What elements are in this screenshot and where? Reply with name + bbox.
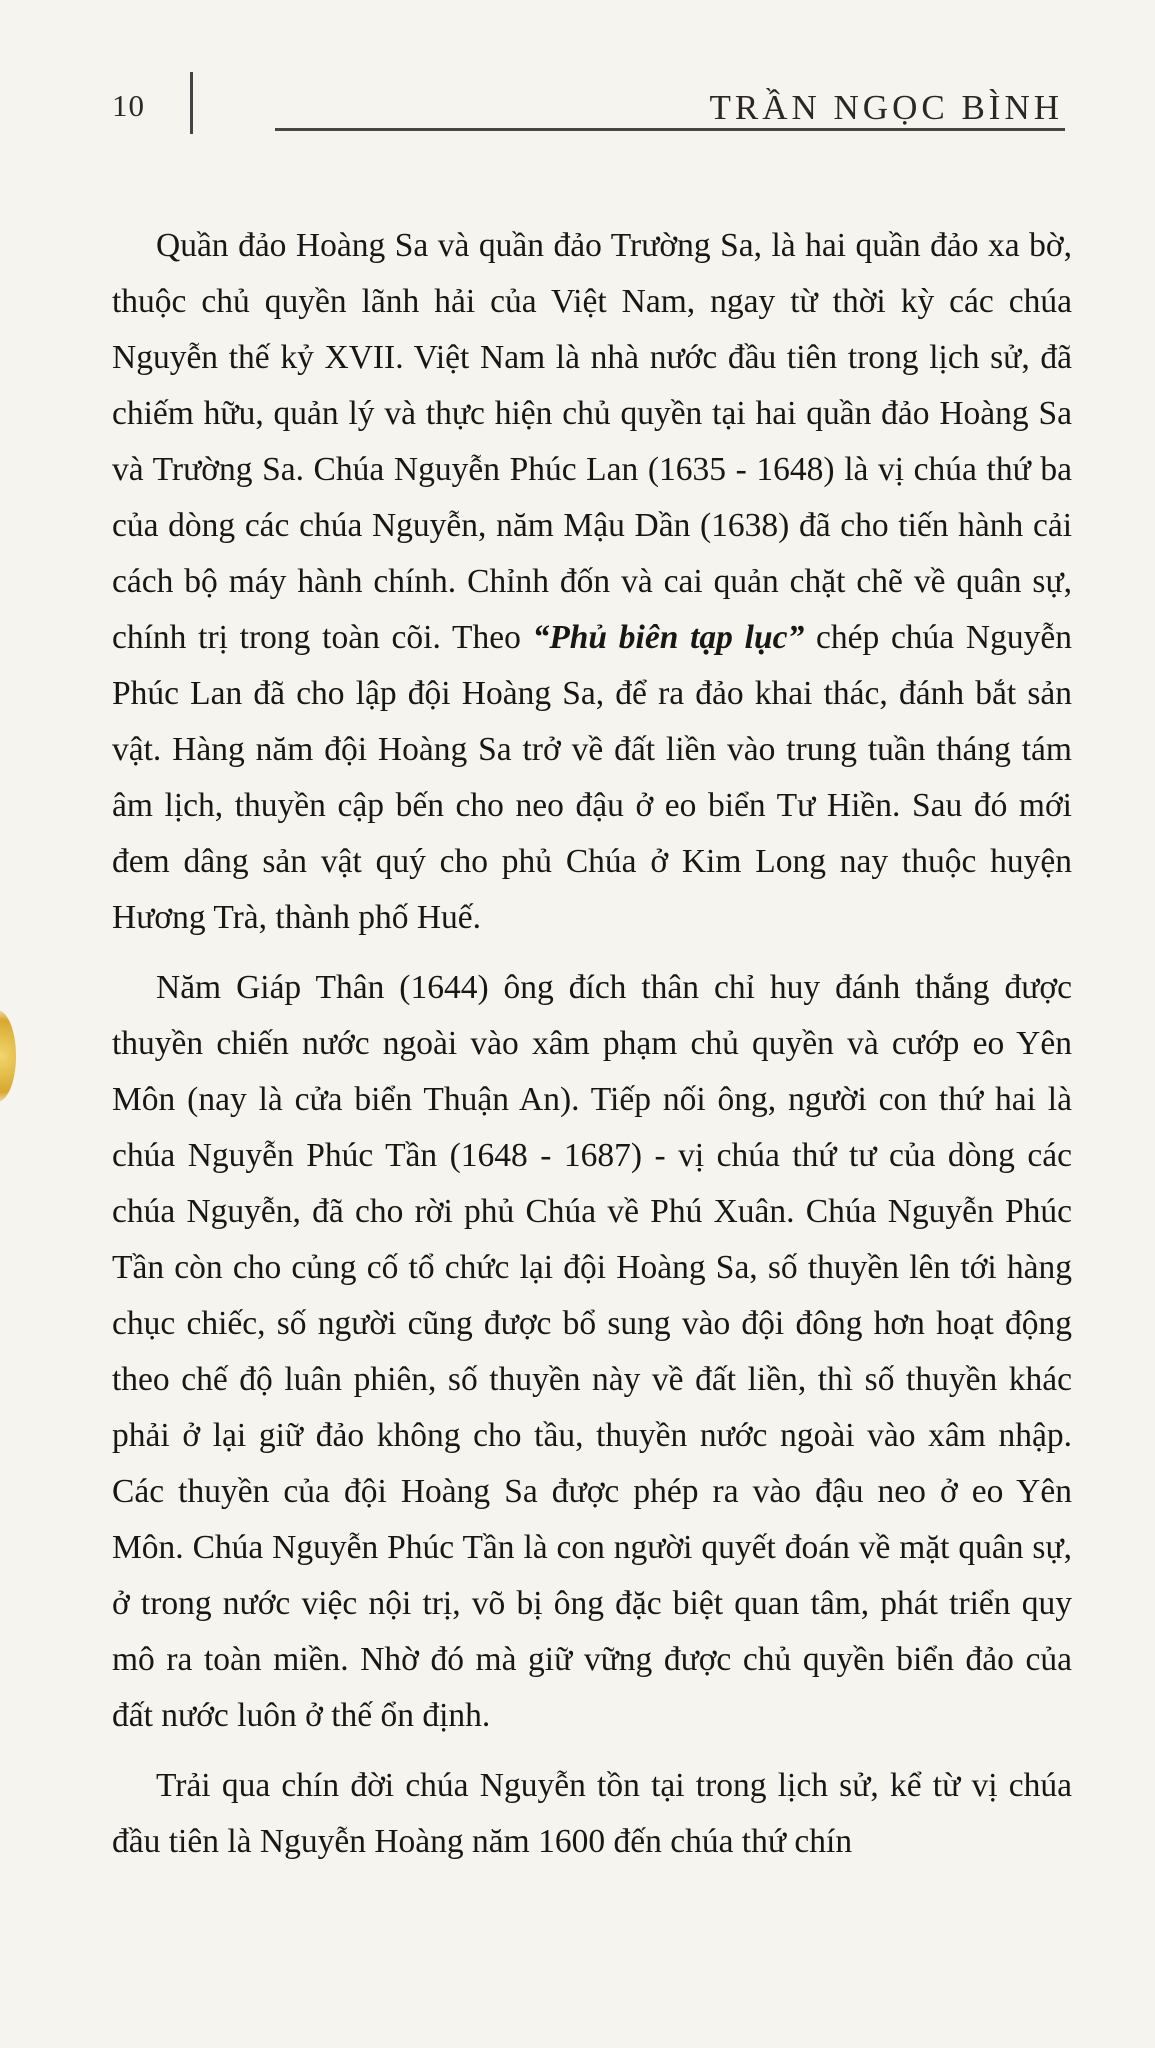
book-title: “Phủ biên tạp lục”: [532, 619, 805, 656]
body-text: [112, 218, 1072, 1884]
paragraph-1-text-start: Quần đảo Hoàng Sa và quần đảo Trường Sa, là hai quần đảo xa bờ, thuộc chủ quyền lãnh hải của Việt Nam, ngay từ thời kỳ các chúa Nguyễn thế kỷ XVII. Việt Nam là nhà nước đầu tiên trong lịch sử, đã chiếm hữu, quản lý và thực hiện chủ quyền tại hai quần đảo Hoàng Sa và Trường Sa. Chúa Nguyễn Phúc Lan (1635 - 1648) là vị chúa thứ ba của dòng các chúa Nguyễn, năm Mậu Dần (1638) đã cho tiến hành cải cách bộ máy hành chính. Chỉnh đốn và cai quản chặt chẽ về quân sự, chính trị trong toàn cõi. Theo: [112, 227, 1072, 656]
paragraph-1: [112, 218, 1072, 946]
header-vertical-divider: [190, 72, 193, 134]
running-header: [0, 0, 1155, 180]
running-header-author: TRẦN NGỌC BÌNH: [709, 88, 1063, 127]
header-rule: [275, 128, 1065, 131]
paragraph-3: Trải qua chín đời chúa Nguyễn tồn tại trong lịch sử, kể từ vị chúa đầu tiên là Nguyễn Hoàng năm 1600 đến chúa thứ chín: [112, 1767, 1072, 1860]
page-number: 10: [112, 88, 145, 123]
paragraph-1-text-end: chép chúa Nguyễn Phúc Lan đã cho lập đội Hoàng Sa, để ra đảo khai thác, đánh bắt sản vật. Hàng năm đội Hoàng Sa trở về đất liền vào trung tuần tháng tám âm lịch, thuyền cập bến cho neo đậu ở eo biển Tư Hiền. Sau đó mới đem dâng sản vật quý cho phủ Chúa ở Kim Long nay thuộc huyện Hương Trà, thành phố Huế.: [112, 619, 1072, 936]
page-edge-mark: [0, 1010, 16, 1102]
paragraph-2: Năm Giáp Thân (1644) ông đích thân chỉ huy đánh thắng được thuyền chiến nước ngoài vào xâm phạm chủ quyền và cướp eo Yên Môn (nay là cửa biển Thuận An). Tiếp nối ông, người con thứ hai là chúa Nguyễn Phúc Tần (1648 - 1687) - vị chúa thứ tư của dòng các chúa Nguyễn, đã cho rời phủ Chúa về Phú Xuân. Chúa Nguyễn Phúc Tần còn cho củng cố tổ chức lại đội Hoàng Sa, số thuyền lên tới hàng chục chiếc, số người cũng được bổ sung vào đội đông hơn hoạt động theo chế độ luân phiên, số thuyền này về đất liền, thì số thuyền khác phải ở lại giữ đảo không cho tầu, thuyền nước ngoài vào xâm nhập. Các thuyền của đội Hoàng Sa được phép ra vào đậu neo ở eo Yên Môn. Chúa Nguyễn Phúc Tần là con người quyết đoán về mặt quân sự, ở trong nước việc nội trị, võ bị ông đặc biệt quan tâm, phát triển quy mô ra toàn miền. Nhờ đó mà giữ vững được chủ quyền biển đảo của đất nước luôn ở thế ổn định.: [112, 969, 1072, 1734]
